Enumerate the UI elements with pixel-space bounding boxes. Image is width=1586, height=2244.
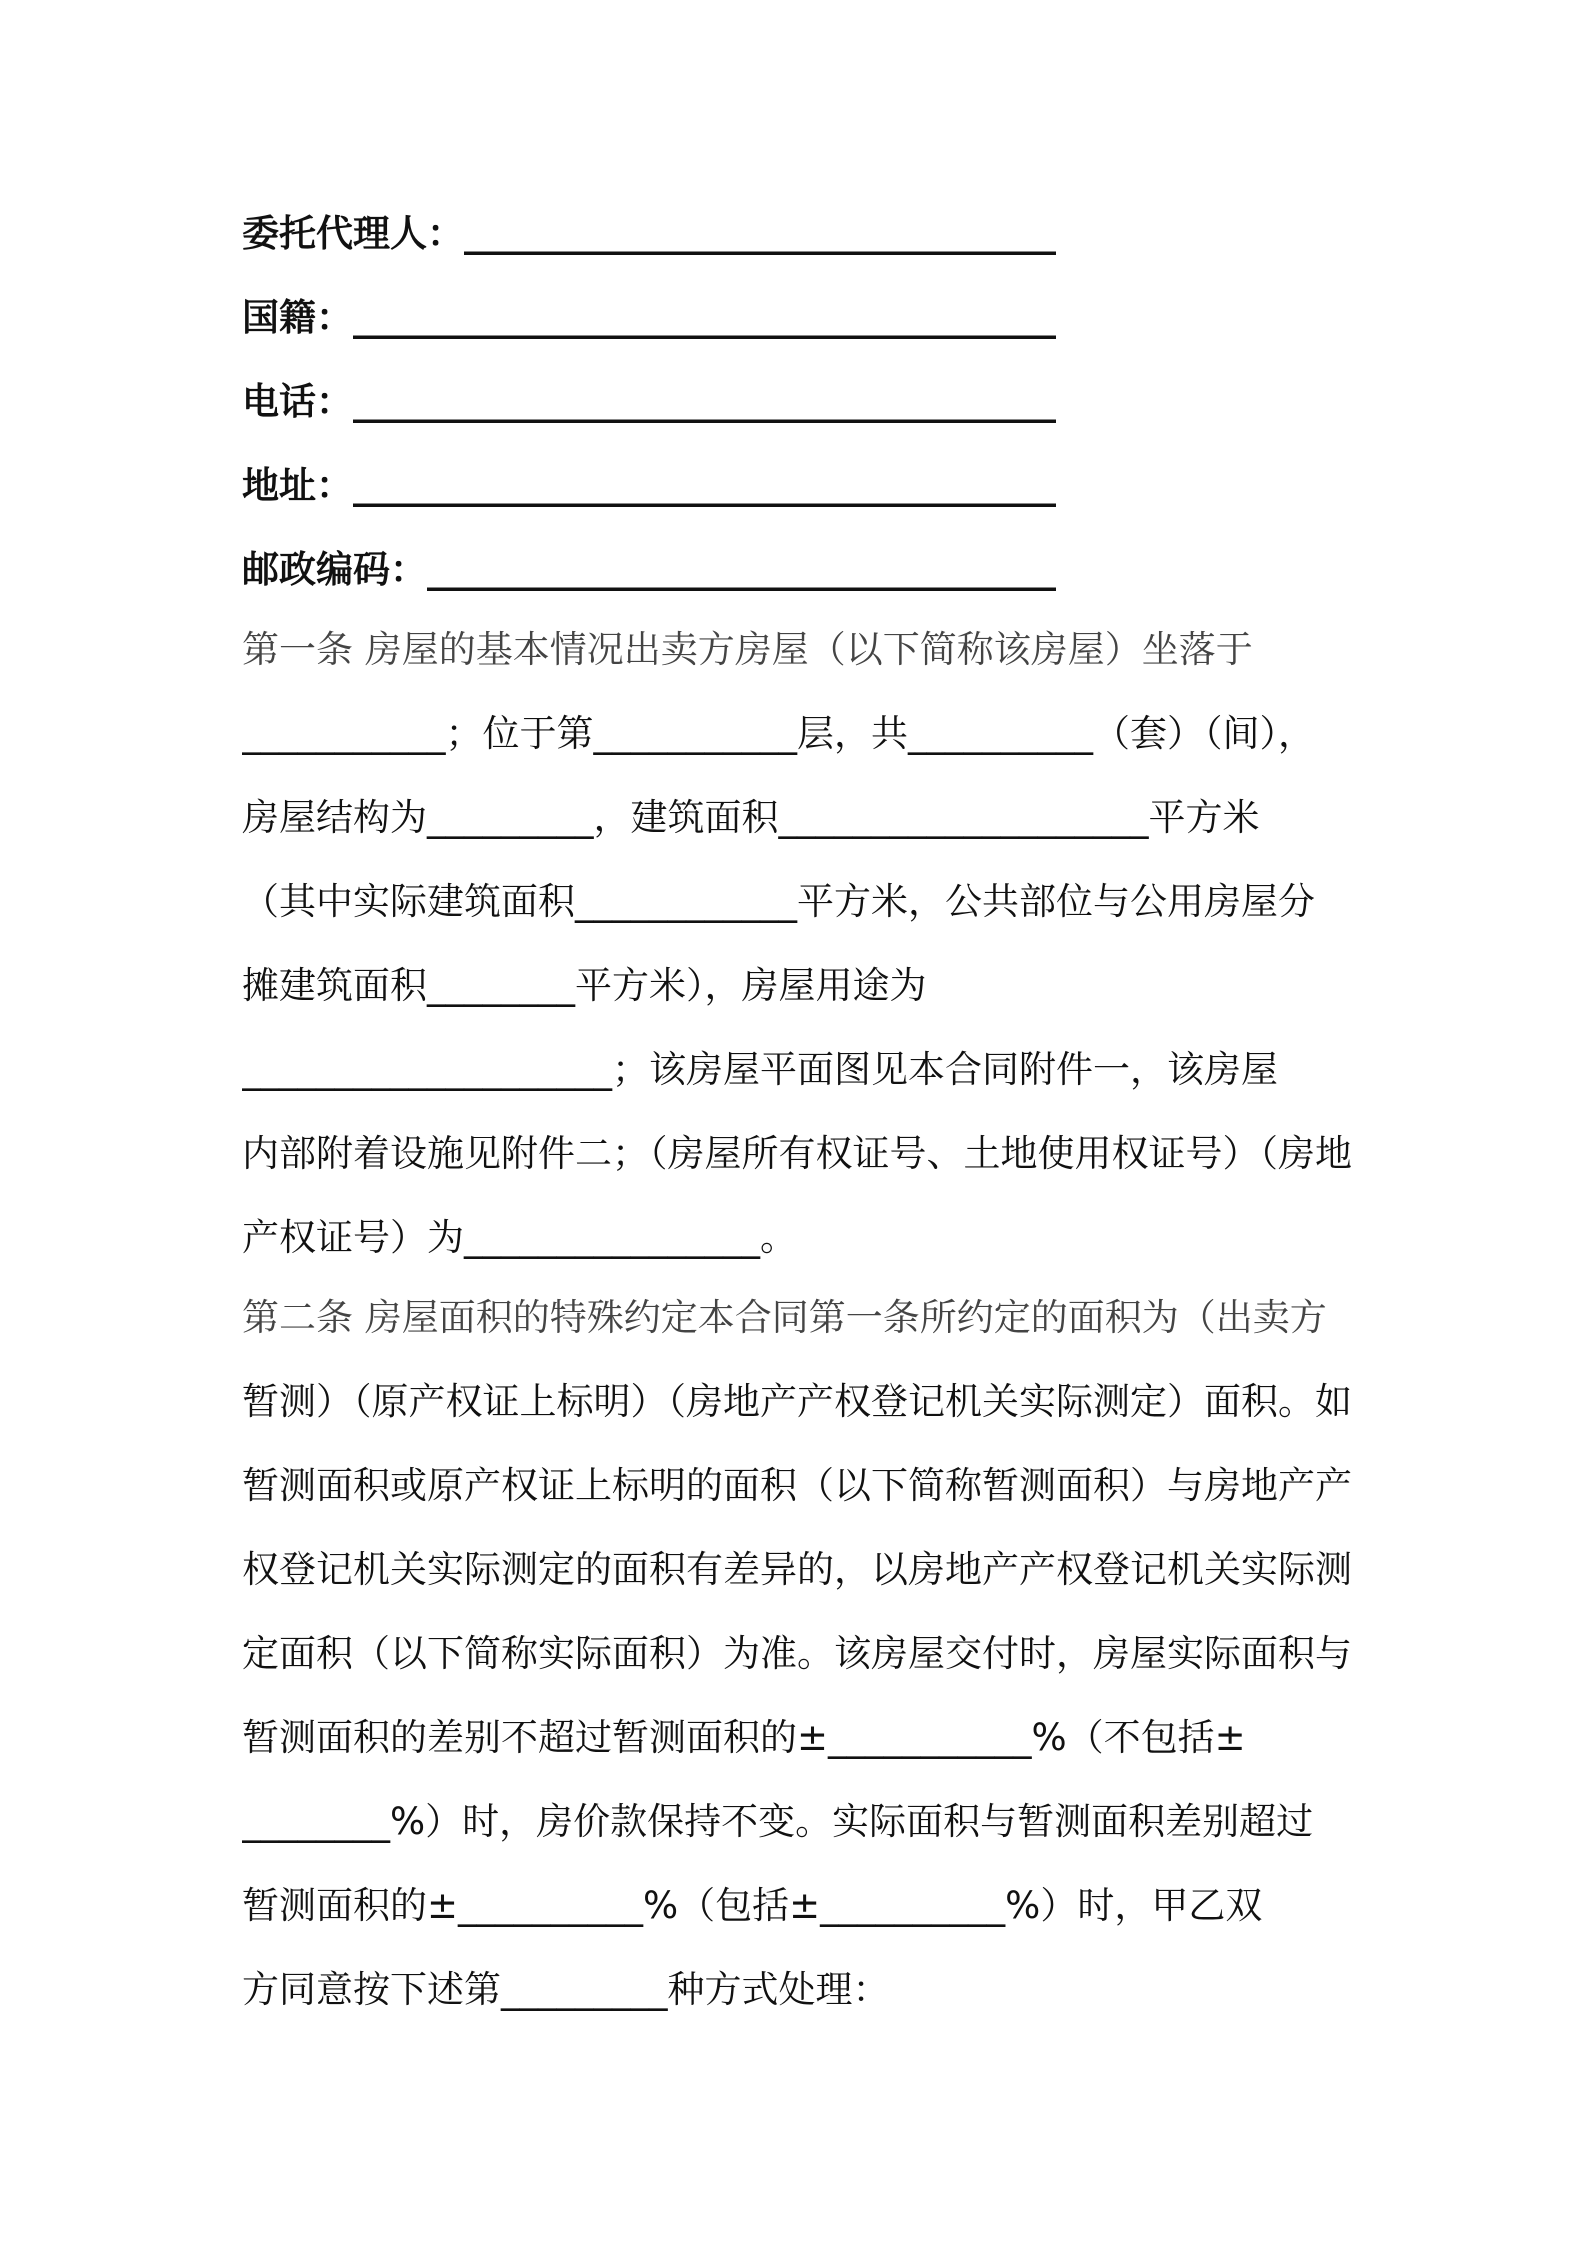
text-line: 暂测）（原产权证上标明）（房地产产权登记机关实际测定）面积。如 (242, 1380, 1352, 1423)
address-line: 地址：______________________________________ (242, 464, 1056, 507)
text-line: 产权证号）为________________。 (242, 1216, 797, 1259)
text-line: 暂测面积的差别不超过暂测面积的±___________%（不包括± (242, 1716, 1246, 1759)
postcode-line: 邮政编码：__________________________________ (242, 548, 1056, 591)
text-line: 定面积（以下简称实际面积）为准。该房屋交付时，房屋实际面积与 (242, 1632, 1352, 1675)
text-line: （其中实际建筑面积____________平方米，公共部位与公用房屋分 (242, 880, 1315, 923)
phone-line: 电话：______________________________________ (242, 380, 1056, 423)
article-1-heading-line: 第一条 房屋的基本情况出卖方房屋（以下简称该房屋）坐落于 (242, 628, 1253, 671)
text-line: 暂测面积或原产权证上标明的面积（以下简称暂测面积）与房地产产 (242, 1464, 1352, 1507)
text-line: 暂测面积的±__________%（包括±__________%）时，甲乙双 (242, 1884, 1263, 1927)
text-line: ________%）时，房价款保持不变。实际面积与暂测面积差别超过 (242, 1800, 1314, 1843)
text-line: 方同意按下述第_________种方式处理： (242, 1968, 890, 2011)
text-line: 内部附着设施见附件二；（房屋所有权证号、土地使用权证号）（房地 (242, 1132, 1352, 1175)
text-line: 房屋结构为_________，建筑面积____________________平方米 (242, 796, 1260, 839)
nationality-line: 国籍：______________________________________ (242, 296, 1056, 339)
text-line: 权登记机关实际测定的面积有差异的，以房地产产权登记机关实际测 (242, 1548, 1352, 1591)
text-line: 摊建筑面积________平方米），房屋用途为 (242, 964, 927, 1007)
article-2-heading-line: 第二条 房屋面积的特殊约定本合同第一条所约定的面积为（出卖方 (242, 1296, 1327, 1339)
text-line: ___________；位于第___________层，共__________（套）（间）， (242, 712, 1315, 755)
agent-line: 委托代理人：________________________________ (242, 212, 1056, 255)
text-line: ____________________；该房屋平面图见本合同附件一，该房屋 (242, 1048, 1278, 1091)
